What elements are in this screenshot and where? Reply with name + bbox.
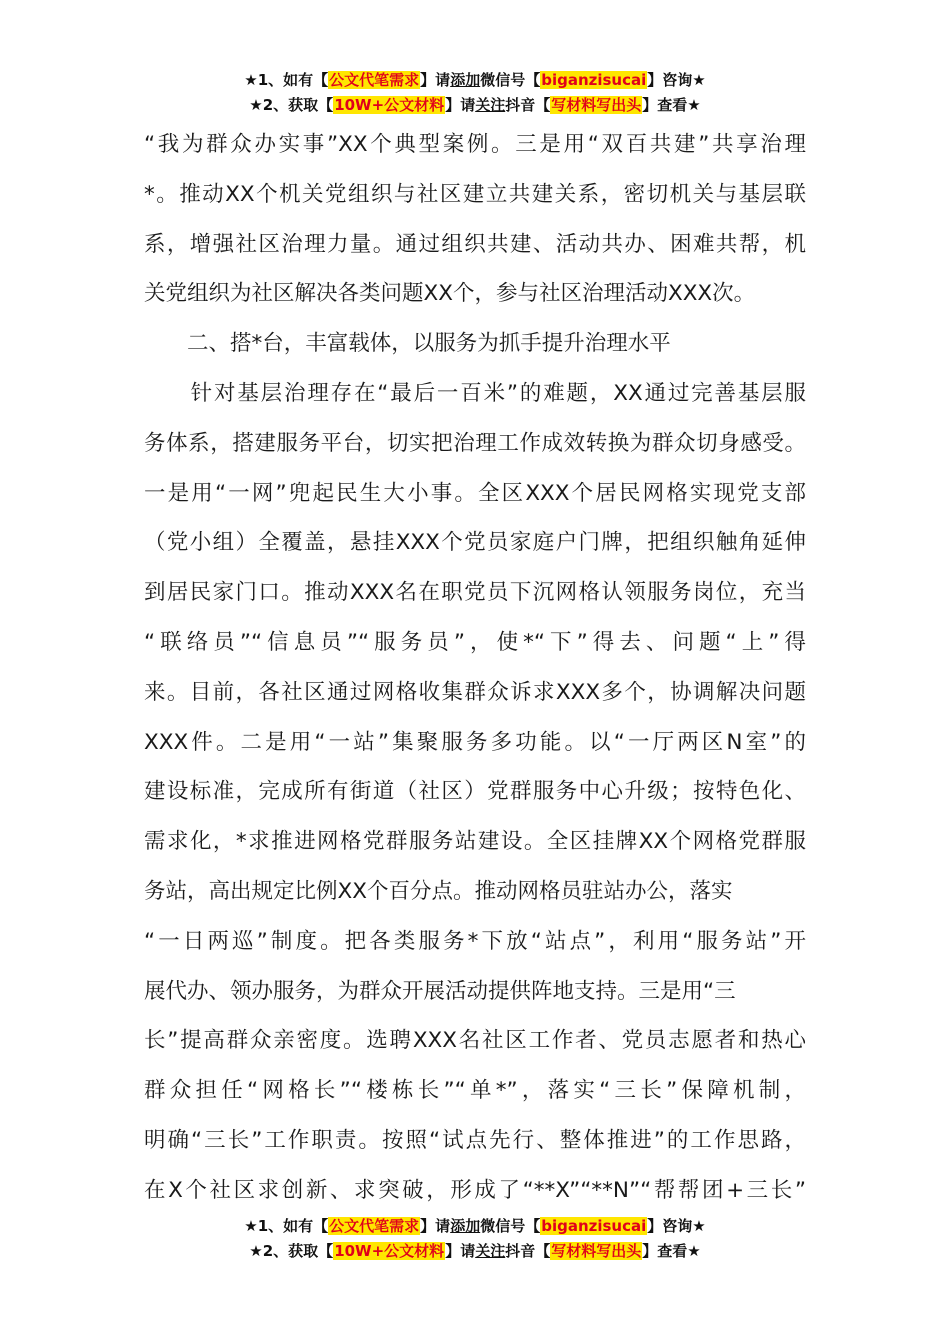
banner-highlight: 10W+公文材料 bbox=[334, 96, 445, 114]
banner-text: 微信号【 bbox=[480, 71, 541, 89]
banner-line-2 bbox=[0, 93, 950, 118]
banner-underline: 添加 bbox=[450, 1217, 481, 1235]
banner-text: 】查看★ bbox=[642, 96, 701, 114]
banner-highlight: 写材料写出头 bbox=[551, 96, 642, 114]
banner-highlight: 公文代笔需求 bbox=[329, 71, 420, 89]
body-line: “我为群众办实事”XX个典型案例。三是用“双百共建”共享治理 bbox=[144, 132, 806, 157]
body-line: 务站，高出规定比例XX个百分点。推动网格员驻站办公，落实 bbox=[144, 878, 733, 904]
banner-highlight: 10W+公文材料 bbox=[334, 1242, 445, 1260]
body-line: 建设标准，完成所有街道（社区）党群服务中心升级；按特色化、 bbox=[144, 779, 806, 805]
body-line: 到居民家门口。推动XXX名在职党员下沉网格认领服务岗位，充当 bbox=[144, 580, 806, 606]
body-line: 在X个社区求创新、求突破，形成了“**X”“**N”“帮帮团+三长” bbox=[144, 1177, 806, 1203]
banner-line-1 bbox=[0, 1214, 950, 1239]
banner-text: 】请 bbox=[445, 96, 476, 114]
banner-line-1 bbox=[0, 68, 950, 93]
footer-banner bbox=[0, 1214, 950, 1264]
banner-highlight: 公文代笔需求 bbox=[329, 1217, 420, 1235]
banner-line-2 bbox=[0, 1239, 950, 1264]
body-line: 务体系，搭建服务平台，切实把治理工作成效转换为群众切身感受。 bbox=[144, 430, 806, 456]
banner-text: ★2、获取【 bbox=[249, 1242, 334, 1260]
body-line: 来。目前，各社区通过网格收集群众诉求XXX多个，协调解决问题 bbox=[144, 679, 806, 705]
body-line: *。推动XX个机关党组织与社区建立共建关系，密切机关与基层联 bbox=[144, 181, 806, 207]
body-line: 针对基层治理存在“最后一百米”的难题，XX通过完善基层服 bbox=[144, 380, 806, 406]
banner-text: 微信号【 bbox=[480, 1217, 541, 1235]
body-line: （党小组）全覆盖，悬挂XXX个党员家庭户门牌，把组织触角延伸 bbox=[144, 530, 806, 556]
header-banner bbox=[0, 68, 950, 118]
banner-text: ★1、如有【 bbox=[244, 1217, 329, 1235]
body-line: 一是用“一网”兜起民生大小事。全区XXX个居民网格实现党支部 bbox=[144, 480, 806, 506]
body-line: “联络员”“信息员”“服务员”，使*“下”得去、问题“上”得 bbox=[144, 629, 806, 655]
banner-underline: 添加 bbox=[450, 71, 481, 89]
banner-underline: 关注 bbox=[475, 1242, 506, 1260]
banner-highlight: biganzisucai bbox=[541, 71, 647, 89]
section-heading: 二、搭*台，丰富载体，以服务为抓手提升治理水平 bbox=[144, 331, 671, 357]
body-line: 展代办、领办服务，为群众开展活动提供阵地支持。三是用“三 bbox=[144, 978, 736, 1004]
banner-text: 】咨询★ bbox=[647, 1217, 706, 1235]
body-line: “一日两巡”制度。把各类服务*下放“站点”，利用“服务站”开 bbox=[144, 928, 806, 954]
banner-text: 】查看★ bbox=[642, 1242, 701, 1260]
banner-text: 抖音【 bbox=[505, 96, 551, 114]
banner-text: 】请 bbox=[420, 1217, 451, 1235]
document-body bbox=[144, 120, 806, 1216]
body-line: 需求化，*求推进网格党群服务站建设。全区挂牌XX个网格党群服 bbox=[144, 829, 806, 855]
body-line: 关党组织为社区解决各类问题XX个，参与社区治理活动XXX次。 bbox=[144, 281, 756, 307]
banner-text: 抖音【 bbox=[505, 1242, 551, 1260]
body-line: 明确“三长”工作职责。按照“试点先行、整体推进”的工作思路， bbox=[144, 1127, 806, 1153]
banner-text: 】咨询★ bbox=[647, 71, 706, 89]
banner-highlight: biganzisucai bbox=[541, 1217, 647, 1235]
banner-text: 】请 bbox=[445, 1242, 476, 1260]
body-line: 群众担任“网格长”“楼栋长”“单*”，落实“三长”保障机制， bbox=[144, 1078, 806, 1104]
banner-text: 】请 bbox=[420, 71, 451, 89]
body-line: 长”提高群众亲密度。选聘XXX名社区工作者、党员志愿者和热心 bbox=[144, 1028, 806, 1054]
banner-text: ★1、如有【 bbox=[244, 71, 329, 89]
body-line: XXX件。二是用“一站”集聚服务多功能。以“一厅两区N室”的 bbox=[144, 729, 806, 755]
banner-text: ★2、获取【 bbox=[249, 96, 334, 114]
banner-underline: 关注 bbox=[475, 96, 506, 114]
banner-highlight: 写材料写出头 bbox=[551, 1242, 642, 1260]
body-line: 系，增强社区治理力量。通过组织共建、活动共办、困难共帮，机 bbox=[144, 231, 806, 257]
